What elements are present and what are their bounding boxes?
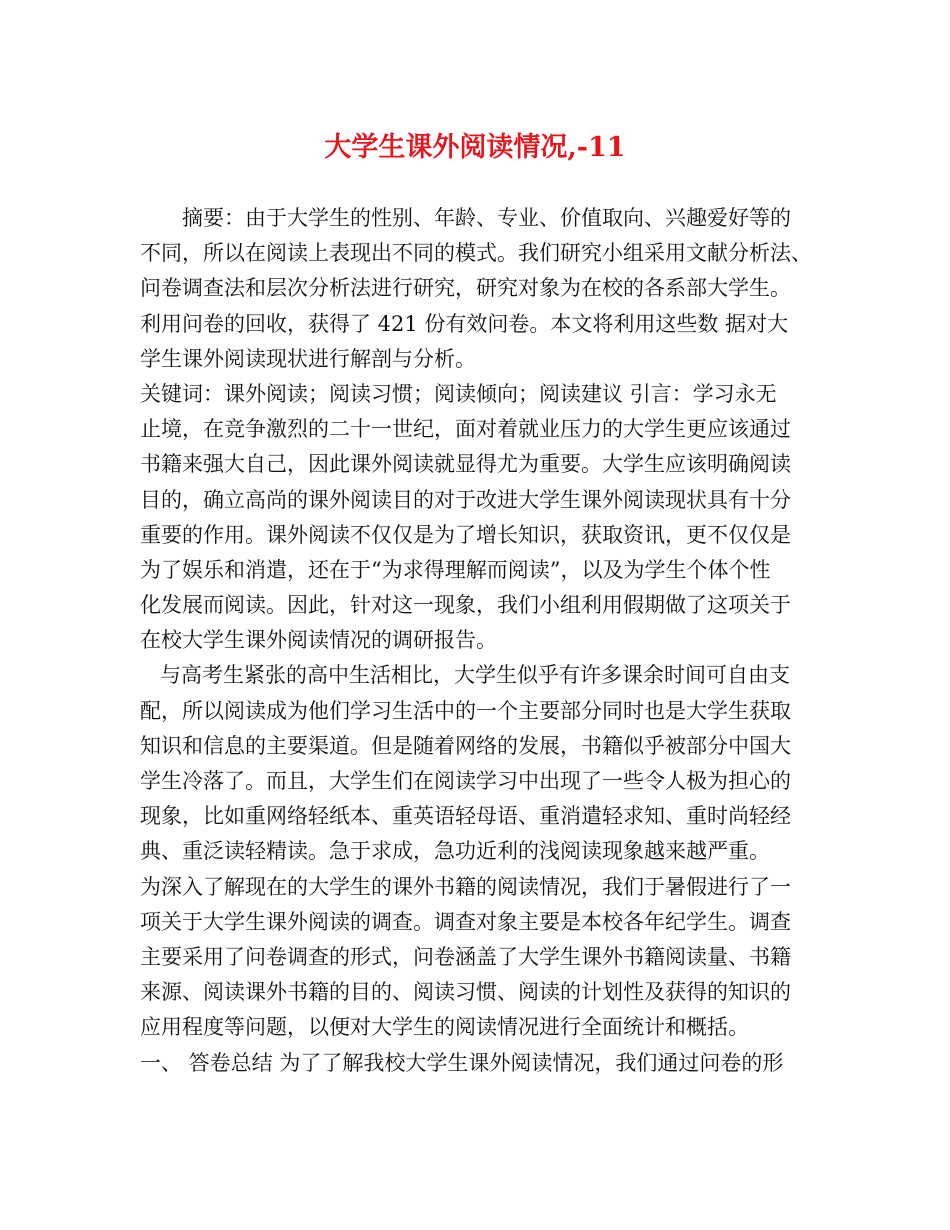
abstract-line: 不同，所以在阅读上表现出不同的模式。我们研究小组采用文献分析法、 (140, 241, 812, 266)
intro-line: 为了娱乐和消遣，还在于“为求得理解而阅读”，以及为学生个体个性 (140, 557, 771, 582)
paragraph-line: 与高考生紧张的高中生活相比，大学生似乎有许多课余时间可自由支 (160, 663, 790, 688)
paragraph-line: 配，所以阅读成为他们学习生活中的一个主要部分同时也是大学生获取 (140, 698, 791, 723)
intro-line: 重要的作用。课外阅读不仅仅是为了增长知识，获取资讯，更不仅仅是 (140, 522, 791, 547)
abstract-line: 利用问卷的回收，获得了 421 份有效问卷。本文将利用这些数 据对大 (140, 311, 789, 336)
paragraph-line: 项关于大学生课外阅读的调查。调查对象主要是本校各年纪学生。调查 (140, 909, 791, 934)
abstract-line: 摘要：由于大学生的性别、年龄、专业、价值取向、兴趣爱好等的 (182, 206, 791, 230)
intro-line: 书籍来强大自己，因此课外阅读就显得尤为重要。大学生应该明确阅读 (140, 452, 791, 477)
paragraph-line: 学生冷落了。而且，大学生们在阅读学习中出现了一些令人极为担心的 (140, 769, 791, 793)
section-heading-line: 一、 答卷总结 为了了解我校大学生课外阅读情况，我们通过问卷的形 (140, 1050, 784, 1075)
paragraph-line: 现象，比如重网络轻纸本、重英语轻母语、重消遣轻求知、重时尚轻经 (140, 804, 791, 829)
document-title: 大学生课外阅读情况,-11 (324, 132, 626, 163)
paragraph-line: 为深入了解现在的大学生的课外书籍的阅读情况，我们于暑假进行了一 (140, 874, 791, 899)
paragraph-line: 应用程度等问题，以便对大学生的阅读情况进行全面统计和概括。 (140, 1015, 749, 1040)
paragraph-line: 典、重泛读轻精读。急于求成，急功近利的浅阅读现象越来越严重。 (140, 839, 770, 864)
paragraph-line: 来源、阅读课外书籍的目的、阅读习惯、阅读的计划性及获得的知识的 (140, 980, 791, 1005)
intro-line: 在校大学生课外阅读情况的调研报告。 (140, 628, 497, 653)
keywords-line: 关键词：课外阅读；阅读习惯；阅读倾向；阅读建议 引言：学习永无 (140, 381, 777, 406)
abstract-line: 学生课外阅读现状进行解剖与分析。 (140, 346, 476, 371)
intro-line: 目的，确立高尚的课外阅读目的对于改进大学生课外阅读现状具有十分 (140, 487, 791, 512)
paragraph-line: 主要采用了问卷调查的形式，问卷涵盖了大学生课外书籍阅读量、书籍 (140, 944, 791, 969)
document-body (140, 201, 840, 1081)
abstract-line: 问卷调查法和层次分析法进行研究，研究对象为在校的各系部大学生。 (140, 276, 791, 301)
paragraph-line: 知识和信息的主要渠道。但是随着网络的发展，书籍似乎被部分中国大 (140, 733, 791, 758)
intro-line: 止境，在竞争激烈的二十一世纪，面对着就业压力的大学生更应该通过 (140, 417, 791, 442)
intro-line: 化发展而阅读。因此，针对这一现象，我们小组利用假期做了这项关于 (140, 593, 791, 618)
